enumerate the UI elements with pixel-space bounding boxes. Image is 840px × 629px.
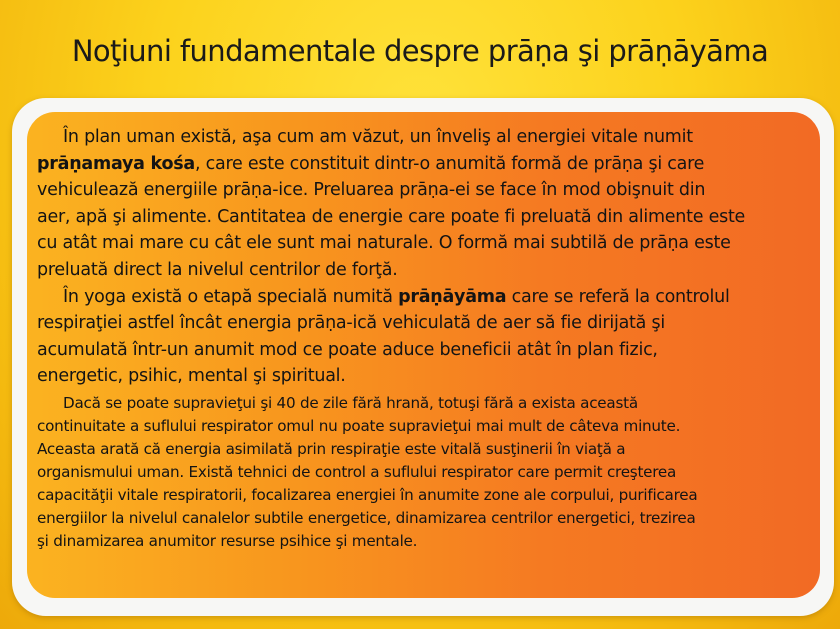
- content-panel: [27, 112, 820, 598]
- text-fragment: , care este constituit dintr-o anumită formă de prāṇa şi care: [194, 153, 705, 174]
- paragraph-pranayama: [37, 284, 820, 390]
- text-line: şi dinamizarea anumitor resurse psihice şi mentale.: [37, 531, 418, 550]
- text-line: Aceasta arată că energia asimilată prin respiraţie este vitală susţinerii în viaţă a: [37, 439, 626, 458]
- text-line: În plan uman există, aşa cum am văzut, un înveliş al energiei vitale numit: [63, 127, 693, 147]
- text-fragment: În yoga există o etapă specială numită: [63, 286, 399, 307]
- text-line: cu atât mai mare cu cât ele sunt mai naturale. O formă mai subtilă de prāṇa este: [37, 233, 731, 254]
- text-line: aer, apă şi alimente. Cantitatea de energie care poate fi preluată din alimente este: [37, 206, 746, 227]
- text-fragment: care se referă la controlul: [506, 286, 730, 307]
- text-line: [37, 151, 820, 178]
- slide-title: Noţiuni fundamentale despre prāṇa şi prāṇāyāma: [71, 34, 769, 68]
- text-line: capacităţii vitale respiratorii, focalizarea energiei în anumite zone ale corpului, purificarea: [37, 485, 698, 504]
- body-text: [37, 124, 820, 553]
- text-line: continuitate a suflului respirator omul nu poate supravieţui mai mult de câteva minute.: [37, 416, 681, 435]
- bold-term-pranayama: prāṇāyāma: [398, 286, 507, 307]
- text-line: vehiculează energiile prāṇa-ice. Preluarea prāṇa-ei se face în mod obişnuit din: [37, 180, 706, 201]
- text-line: organismului uman. Există tehnici de control a suflului respirator care permit creşterea: [37, 462, 677, 481]
- text-line: energiilor la nivelul canalelor subtile energetice, dinamizarea centrilor energetici, trezirea: [37, 508, 696, 527]
- text-line: [37, 284, 820, 311]
- text-line: Dacă se poate supravieţui şi 40 de zile fără hrană, totuşi fără a exista această: [63, 393, 638, 412]
- text-line: energetic, psihic, mental şi spiritual.: [37, 366, 346, 387]
- bold-term-pranamaya-kosa: prāṇamaya kośa: [37, 153, 195, 174]
- paragraph-prana-sheath: [37, 124, 820, 284]
- text-line: preluată direct la nivelul centrilor de forţă.: [37, 259, 398, 280]
- text-line: respiraţiei astfel încât energia prāṇa-ică vehiculată de aer să fie dirijată şi: [37, 313, 665, 334]
- paragraph-breath-techniques: [37, 392, 820, 553]
- text-line: acumulată într-un anumit mod ce poate aduce beneficii atât în plan fizic,: [37, 339, 658, 360]
